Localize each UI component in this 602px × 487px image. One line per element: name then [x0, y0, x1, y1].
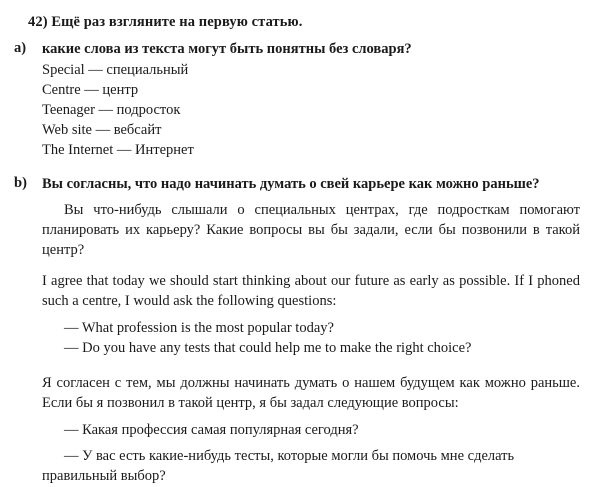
item-b-body [42, 175, 580, 487]
list-item: Special — специальный [42, 62, 189, 79]
list-item: — Какая профессия самая популярная сегодня? [64, 421, 359, 438]
item-marker-a: a) [14, 40, 27, 56]
list-item: — What profession is the most popular today? [64, 320, 334, 337]
list-item: Centre — центр [42, 82, 139, 99]
item-b-prompt: Вы согласны, что надо начинать думать о свей карьере как можно раньше? [42, 175, 540, 192]
list-item: Teenager — подросток [42, 102, 181, 118]
paragraph-russian-question: Вы что-нибудь слышали о специальных центрах, где подросткам помогают планировать их карьеру? Какие вопросы вы бы задали, если бы позвонили в такой центр? [42, 201, 580, 258]
list-item: — У вас есть какие-нибудь тесты, которые могли бы помочь мне сделать правильный выбор? [42, 448, 515, 485]
paragraph-english-answer: I agree that today we should start thinking about our future as early as possible. If I phoned such a centre, I would ask the following questions: [42, 273, 580, 310]
list-item: Web site — вебсайт [42, 121, 162, 138]
item-marker-b: b) [14, 174, 27, 191]
vocabulary-list [42, 61, 580, 160]
item-a-body [42, 40, 580, 161]
question-item-a [14, 40, 580, 161]
question-item-b [14, 175, 580, 487]
page-title: 42) Ещё раз взгляните на первую статью. [28, 14, 303, 30]
list-item: — Do you have any tests that could help me to make the right choice? [64, 340, 472, 357]
paragraph-russian-answer: Я согласен с тем, мы должны начинать думать о нашем будущем как можно раньше. Если бы я позвонил в такой центр, я бы задал следующие вопросы: [42, 374, 580, 411]
list-item: The Internet — Интернет [42, 141, 194, 158]
item-a-prompt: какие слова из текста могут быть понятны без словаря? [42, 41, 412, 57]
